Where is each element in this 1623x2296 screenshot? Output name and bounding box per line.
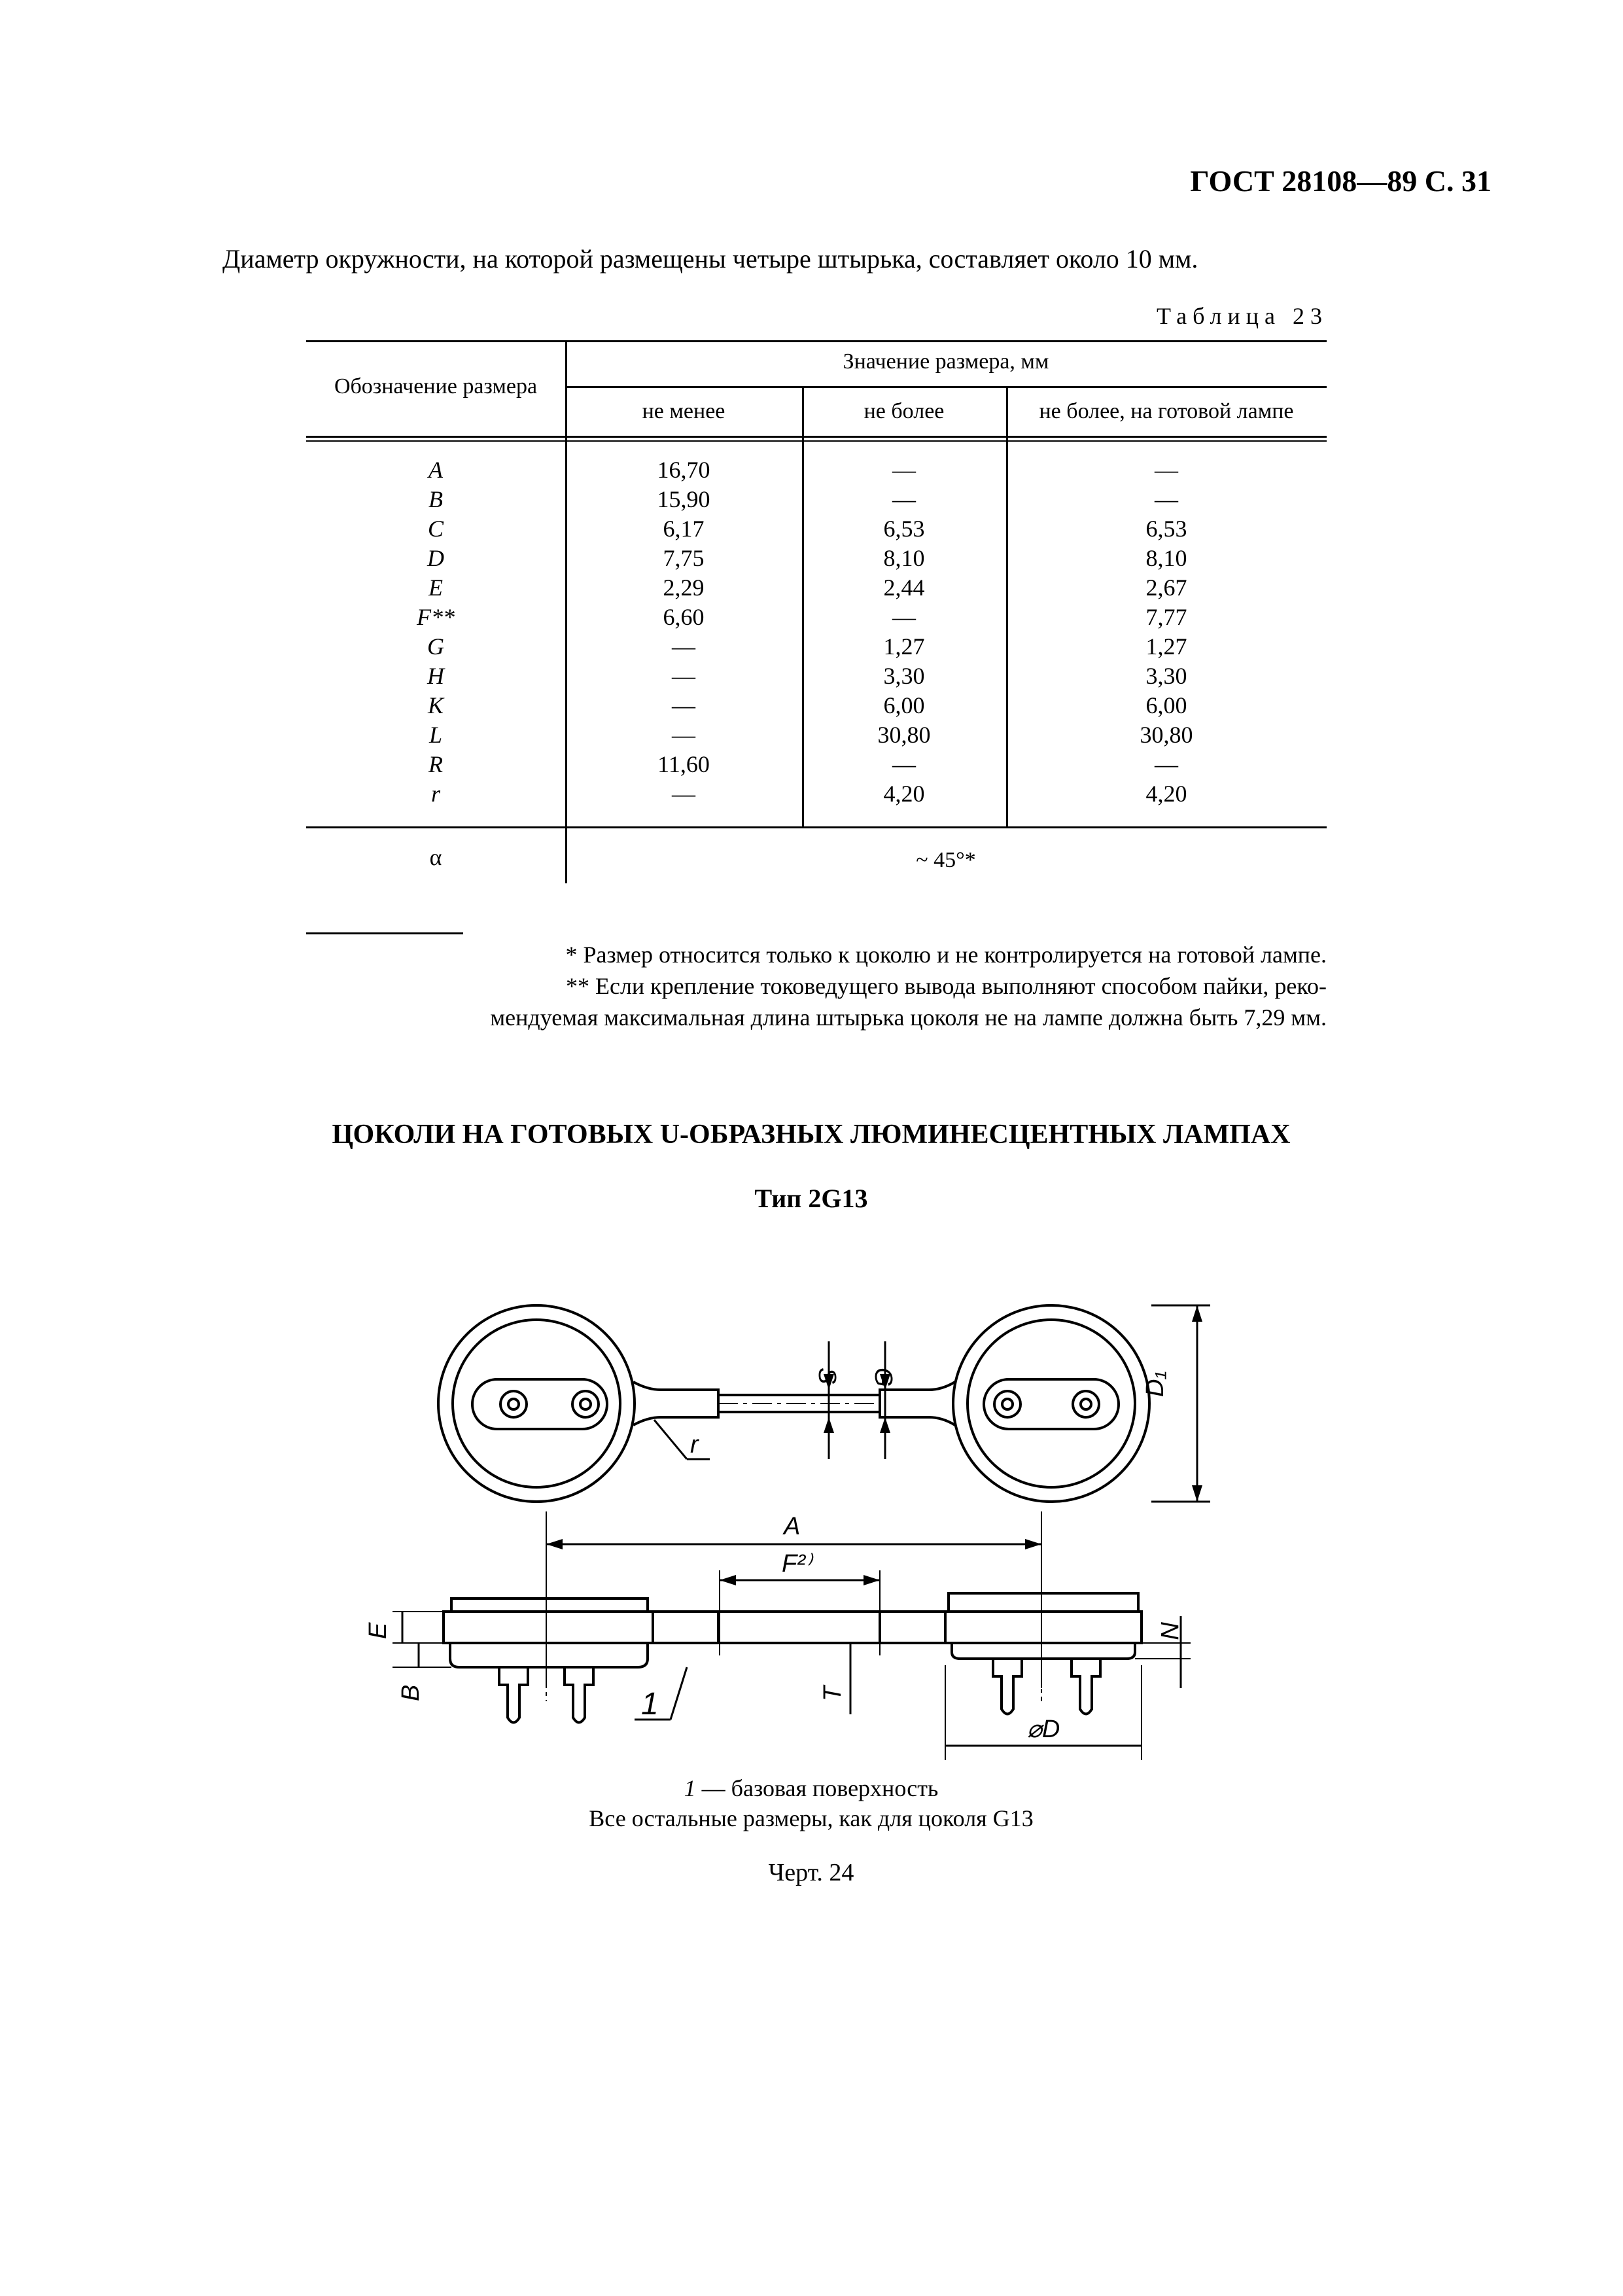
label-s: S — [813, 1368, 841, 1385]
header-designation: Обозначение размера — [334, 374, 538, 398]
label-reference-1: 1 — [641, 1687, 659, 1722]
cell-max: 1,27 — [883, 633, 925, 660]
row-name: D — [427, 545, 444, 571]
left-base-cap — [451, 1598, 648, 1612]
figure-caption-legend — [458, 1775, 1164, 1802]
right-base-outer-circle — [953, 1305, 1149, 1502]
table-caption: Таблица 23 — [1157, 303, 1328, 329]
cell-min: 6,60 — [663, 604, 705, 630]
table-alpha-rule — [306, 826, 1327, 828]
label-g: G — [869, 1368, 897, 1387]
cell-min: 6,17 — [663, 516, 705, 542]
header-value-group: Значение размера, мм — [843, 349, 1049, 374]
column-max-lamp — [1006, 455, 1327, 809]
right-pin-1 — [994, 1391, 1021, 1417]
cell-max-lamp: 3,30 — [1145, 663, 1187, 689]
cell-max-lamp: — — [1155, 486, 1178, 512]
row-name: K — [427, 692, 444, 718]
left-bridge-side — [653, 1612, 718, 1643]
footnote-2: ** Если крепление токоведущего вывода выполняют способом пайки, реко- — [565, 973, 1327, 999]
row-name: C — [427, 516, 444, 542]
cell-min: 15,90 — [657, 486, 710, 512]
arrow-f-left — [720, 1575, 736, 1585]
figure-caption-note: Все остальные размеры, как для цоколя G13 — [589, 1805, 1034, 1831]
section-subtitle: Тип 2G13 — [754, 1184, 868, 1213]
right-pin-2-core — [1081, 1399, 1091, 1409]
row-name: L — [428, 722, 443, 748]
cell-max-lamp: 6,00 — [1145, 692, 1187, 718]
left-pin-1 — [500, 1391, 527, 1417]
base-2g13-drawing — [0, 1276, 1623, 1760]
cell-max: 30,80 — [877, 722, 931, 748]
cell-max-lamp: 30,80 — [1140, 722, 1193, 748]
right-bridge-side — [880, 1612, 945, 1643]
row-name: F** — [417, 604, 455, 630]
arrow-d1-top — [1192, 1305, 1202, 1322]
cell-max: — — [892, 751, 916, 777]
right-bridge-neck — [880, 1382, 955, 1425]
footnote-3: мендуемая максимальная длина штырька цоколя не на лампе должна быть 7,29 мм. — [490, 1004, 1327, 1031]
header-max: не более — [864, 399, 945, 423]
cell-min: 2,29 — [663, 574, 705, 601]
intro-paragraph: Диаметр окружности, на которой размещены четыре штырька, составляет около 10 мм. — [222, 244, 1198, 274]
ref-surface-leader — [671, 1667, 687, 1720]
cell-max: 2,44 — [883, 574, 925, 601]
cell-min: 16,70 — [657, 457, 710, 483]
table-header-rule — [306, 436, 1327, 438]
legend-text: — базовая поверхность — [695, 1775, 939, 1801]
label-d1: D₁ — [1142, 1371, 1169, 1397]
cell-max: 6,00 — [883, 692, 925, 718]
arrow-s-bottom — [824, 1417, 834, 1433]
alpha-value: ~ 45°* — [916, 848, 976, 872]
cell-max: — — [892, 604, 916, 630]
arrow-a-left — [546, 1539, 563, 1549]
page-header: ГОСТ 28108—89 С. 31 — [1190, 164, 1492, 198]
cell-max-lamp: — — [1155, 751, 1178, 777]
left-base-flange — [444, 1612, 653, 1643]
left-pin-2-core — [580, 1399, 591, 1409]
cell-min: 11,60 — [657, 751, 710, 777]
label-a: A — [784, 1513, 801, 1540]
left-pin-2-side — [565, 1667, 593, 1723]
left-pin-slot — [472, 1379, 607, 1429]
cell-max: — — [892, 486, 916, 512]
footnote-1: * Размер относится только к цоколю и не контролируется на готовой лампе. — [565, 942, 1327, 968]
cell-min: — — [672, 692, 695, 718]
left-base-outer-circle — [438, 1305, 635, 1502]
left-base-body — [450, 1643, 648, 1667]
cell-max: 3,30 — [883, 663, 925, 689]
label-t: T — [819, 1686, 846, 1701]
cell-max-lamp: 4,20 — [1145, 781, 1187, 807]
cell-max-lamp: 6,53 — [1145, 516, 1187, 542]
cell-max: — — [892, 457, 916, 483]
row-name: G — [427, 633, 444, 660]
legend-number: 1 — [684, 1775, 696, 1801]
cell-min: — — [672, 781, 695, 807]
drawing-labels — [364, 1368, 1183, 1743]
top-view-dimensions — [546, 1305, 1210, 1688]
left-pin-2 — [572, 1391, 599, 1417]
right-base-flange — [945, 1612, 1142, 1643]
arrow-f-right — [864, 1575, 880, 1585]
cell-max-lamp: 8,10 — [1145, 545, 1187, 571]
figure-number: Черт. 24 — [768, 1859, 854, 1886]
label-r: r — [690, 1431, 699, 1458]
cell-max: 8,10 — [883, 545, 925, 571]
header-max-lamp: не более, на готовой лампе — [1039, 399, 1294, 423]
left-pin-1-side — [499, 1667, 528, 1723]
arrow-g-bottom — [880, 1417, 890, 1433]
middle-bridge-side — [718, 1612, 880, 1643]
row-name: H — [427, 663, 444, 689]
table-group-rule — [565, 386, 1327, 388]
column-designation — [306, 455, 565, 809]
radius-r-leader — [654, 1420, 687, 1459]
label-b: B — [397, 1684, 425, 1701]
side-view — [444, 1593, 1142, 1723]
arrow-d1-bottom — [1192, 1485, 1202, 1502]
cell-max-lamp: — — [1155, 457, 1178, 483]
footnote-rule — [306, 932, 463, 934]
right-pin-2-side — [1072, 1659, 1100, 1714]
cell-max: 6,53 — [883, 516, 925, 542]
row-name: B — [428, 486, 443, 512]
row-name: A — [428, 457, 443, 483]
cell-min: 7,75 — [663, 545, 705, 571]
row-name: r — [430, 781, 440, 807]
row-name: E — [428, 574, 443, 601]
label-f: F²⁾ — [782, 1550, 812, 1578]
cell-max-lamp: 1,27 — [1145, 633, 1187, 660]
cell-max-lamp: 2,67 — [1145, 574, 1187, 601]
left-pin-1-core — [508, 1399, 519, 1409]
label-e: E — [364, 1622, 392, 1639]
section-title: ЦОКОЛИ НА ГОТОВЫХ U-ОБРАЗНЫХ ЛЮМИНЕСЦЕНТНЫХ ЛАМПАХ — [332, 1120, 1291, 1150]
label-phi-d: ⌀D — [1027, 1716, 1060, 1743]
top-view — [438, 1305, 1149, 1502]
cell-min: — — [672, 722, 695, 748]
column-max — [802, 455, 1006, 809]
table-header-rule-double — [306, 440, 1327, 442]
right-pin-2 — [1073, 1391, 1099, 1417]
cell-max-lamp: 7,77 — [1145, 604, 1187, 630]
arrow-a-right — [1025, 1539, 1041, 1549]
right-base-inner-circle — [968, 1320, 1135, 1487]
alpha-name: α — [429, 844, 442, 870]
cell-min: — — [672, 663, 695, 689]
column-min — [565, 455, 802, 809]
right-pin-1-core — [1002, 1399, 1013, 1409]
cell-min: — — [672, 633, 695, 660]
left-bridge-neck — [633, 1382, 718, 1425]
right-base-cap — [949, 1593, 1138, 1612]
right-pin-1-side — [993, 1659, 1022, 1714]
row-name: R — [428, 751, 443, 777]
dimensions-table — [306, 340, 1327, 883]
table-top-rule — [306, 340, 1327, 342]
left-base-inner-circle — [453, 1320, 620, 1487]
cell-max: 4,20 — [883, 781, 925, 807]
header-min: не менее — [642, 399, 725, 423]
right-base-body — [952, 1643, 1135, 1659]
label-n: N — [1155, 1621, 1183, 1640]
